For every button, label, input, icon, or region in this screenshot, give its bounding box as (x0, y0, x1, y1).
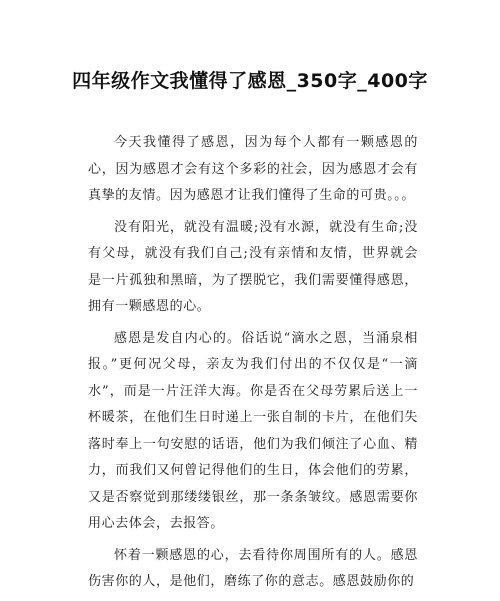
paragraph-2: 没有阳光，就没有温暖;没有水源，就没有生命;没有父母，就没有我们自己;没有亲情和友情，世界就会是一片孤独和黑暗，为了摆脱它，我们需要懂得感恩，拥有一颗感恩的心。 (88, 219, 418, 314)
paragraph-1: 今天我懂得了感恩，因为每个人都有一颗感恩的心，因为感恩才会有这个多彩的社会，因为感恩才会有真挚的友情。因为感恩才让我们懂得了生命的可贵。。。 (88, 135, 418, 203)
document-title: 四年级作文我懂得了感恩_350字_400字 (72, 70, 428, 92)
paragraph-4: 怀着一颗感恩的心，去看待你周围所有的人。感恩伤害你的人，是他们，磨练了你的意志。感恩鼓励你的 (88, 547, 418, 589)
paragraph-3: 感恩是发自内心的。俗话说“滴水之恩，当涌泉相报。”更何况父母，亲友为我们付出的不仅仅是“一滴水”，而是一片汪洋大海。你是否在父母劳累后送上一杯暖茶，在他们生日时递上一张自制的卡片，在他们失落时奉上一句安慰的话语，他们为我们倾注了心血、精力，而我们又何曾记得他们的生日，体会他们的劳累，又是否察觉到那缕缕银丝，那一条条皱纹。感恩需要你用心去体会，去报答。 (88, 330, 418, 531)
document-body (88, 130, 418, 601)
